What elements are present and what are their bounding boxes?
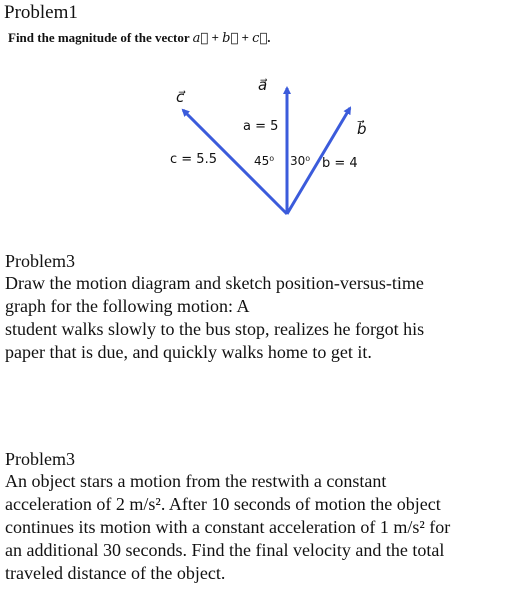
vector-b-symbol: b⃗	[222, 31, 239, 46]
instruction-text: Find the magnitude of the vector	[8, 30, 193, 45]
text-line: continues its motion with a constant acceleration of 1 m/s² for	[5, 517, 451, 537]
problem1-instruction	[8, 30, 271, 47]
vector-b-magnitude: b = 4	[322, 156, 358, 171]
vector-a-symbol: a⃗	[192, 31, 209, 46]
angle-45-label: 45⁰	[254, 154, 275, 168]
text-line: student walks slowly to the bus stop, realizes he forgot his	[5, 319, 425, 339]
text-line: acceleration of 2 m/s². After 10 seconds of motion the object	[5, 494, 441, 514]
text-line: paper that is due, and quickly walks home to get it.	[5, 342, 372, 362]
vector-c-magnitude: c = 5.5	[170, 152, 217, 167]
vector-c-label: c⃗	[176, 88, 185, 106]
instruction-period: .	[267, 30, 271, 45]
text-line: graph for the following motion: A	[5, 296, 250, 316]
angle-30-label: 30⁰	[290, 154, 311, 168]
vector-c-symbol: c⃗	[252, 31, 268, 46]
text-line: An object stars a motion from the restwith a constant	[5, 471, 387, 491]
problem3b-title: Problem3	[5, 449, 75, 469]
problem3a-title: Problem3	[5, 251, 75, 271]
vector-b-label: b⃗	[357, 120, 367, 138]
vector-diagram	[150, 70, 390, 230]
vector-a-magnitude: a = 5	[243, 119, 279, 134]
problem3b-text	[5, 470, 529, 585]
vector-a-label: a⃗	[258, 76, 268, 94]
text-line: an additional 30 seconds. Find the final velocity and the total	[5, 540, 445, 560]
problem1-title: Problem1	[4, 2, 78, 23]
plus-sign: +	[208, 30, 223, 45]
plus-sign: +	[238, 30, 253, 45]
text-line: Draw the motion diagram and sketch position-versus-time	[5, 273, 424, 293]
problem3a-text	[5, 272, 529, 364]
text-line: traveled distance of the object.	[5, 563, 226, 583]
